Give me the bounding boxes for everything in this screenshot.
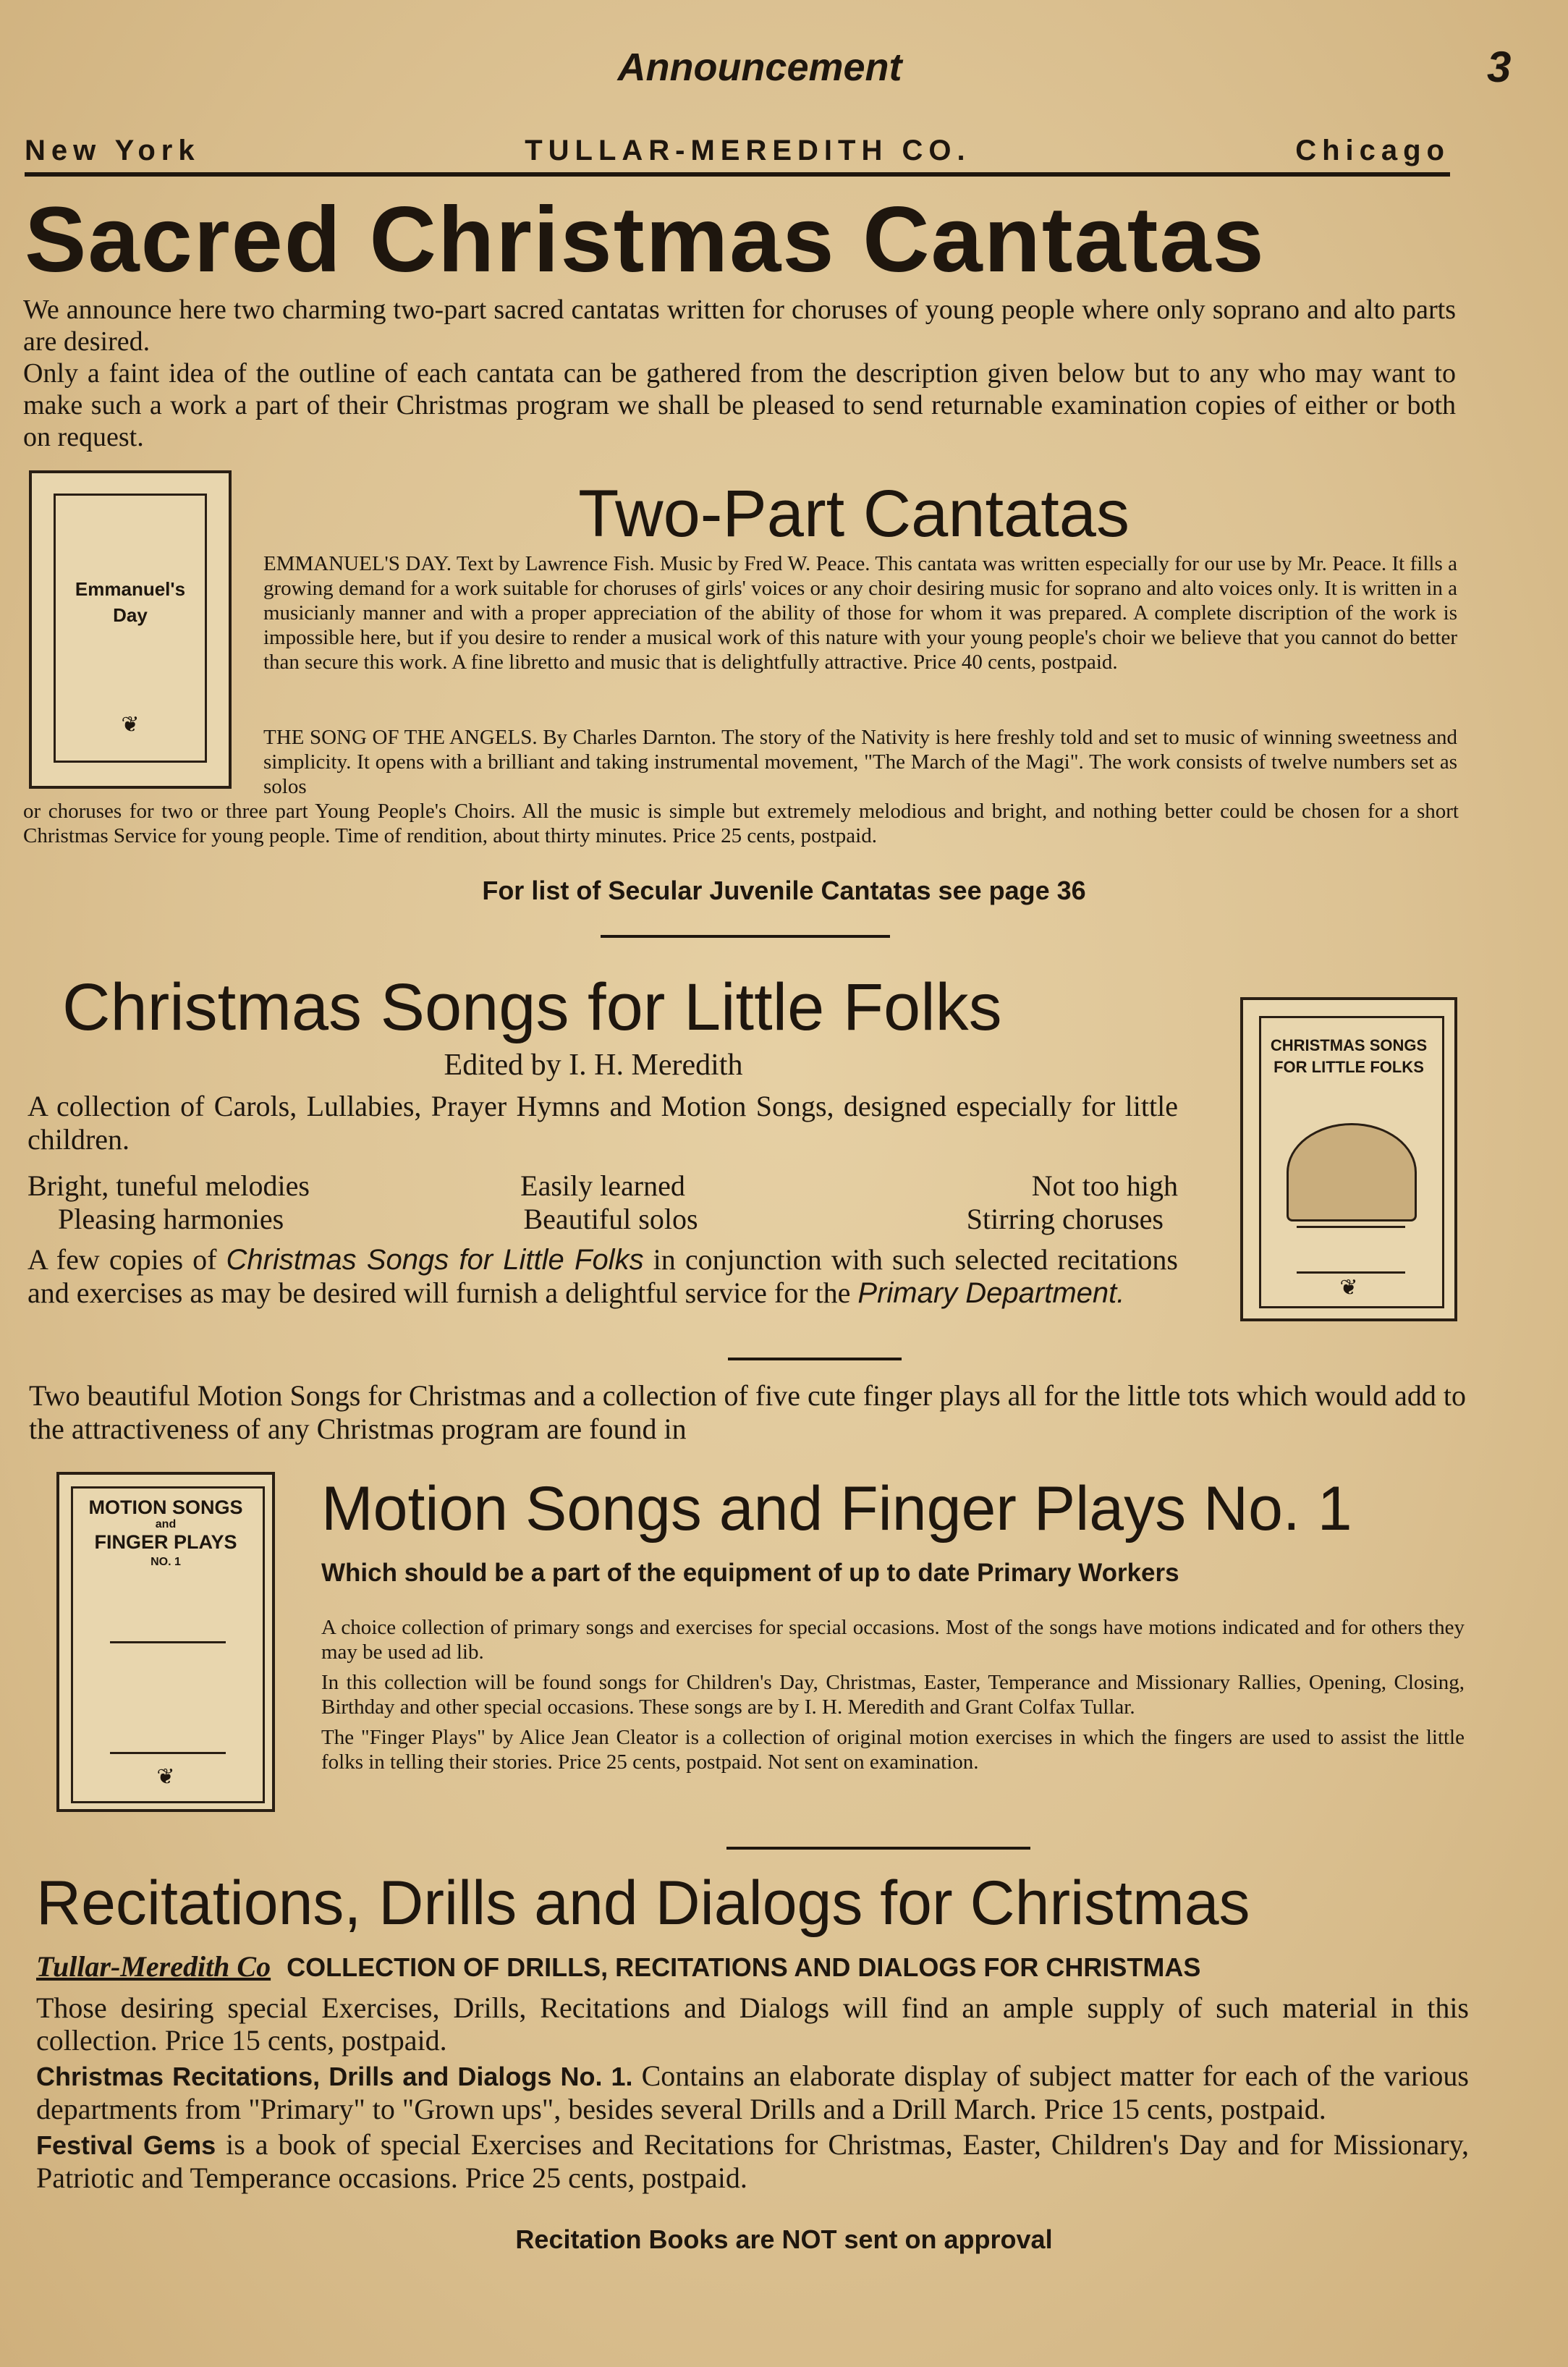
recitations-p2 — [36, 2059, 1469, 2125]
copies-department: Primary Department. — [857, 1277, 1125, 1309]
little-folks-body — [27, 1090, 1178, 1310]
book-title: Christmas Recitations, Drills and Dialogs No. 1. — [36, 2062, 633, 2091]
cover-rule-lines — [110, 1641, 226, 1754]
collection-title: COLLECTION OF DRILLS, RECITATIONS AND DIALOGS FOR CHRISTMAS — [287, 1952, 1201, 1982]
features-row — [27, 1169, 1178, 1203]
emmanuels-day-cover — [29, 470, 232, 789]
emmanuel-description — [263, 551, 1457, 674]
little-folks-cover — [1240, 997, 1457, 1321]
fleuron-ornament: ❦ — [121, 713, 140, 737]
feature-item: Easily learned — [520, 1169, 685, 1202]
section-divider — [728, 1358, 902, 1360]
motion-tagline: Which should be a part of the equipment of up to date Primary Workers — [321, 1559, 1179, 1587]
sacred-intro-p1: We announce here two charming two-part sacred cantatas written for choruses of young people where only soprano and alto parts are desired. — [23, 295, 1456, 357]
sacred-heading — [25, 190, 1450, 291]
cover-line-2: and — [155, 1518, 177, 1530]
angels-continued — [23, 799, 1459, 848]
angels-description — [263, 725, 1457, 799]
copies-book-title: Christmas Songs for Little Folks — [226, 1244, 644, 1276]
cover-line-2: FOR LITTLE FOLKS — [1274, 1058, 1424, 1076]
sacred-intro-p2: Only a faint idea of the outline of each cantata can be gathered from the description given below but to any who may want to make such a work a part of their Christmas program we shall be pleased to send returnable examination copies of either or both on request. — [23, 358, 1456, 452]
section-divider — [726, 1847, 1030, 1850]
motion-songs-cover — [56, 1472, 275, 1812]
cover-caption-lines — [1297, 1226, 1405, 1274]
angels-text-full: or choruses for two or three part Young People's Choirs. All the music is simple but extremely melodious and bright, and nothing better could be chosen for a short Christmas Service for young people. Time of rendition, about thirty minutes. Price 25 cents, postpaid. — [23, 800, 1459, 847]
motion-intro — [29, 1379, 1466, 1446]
cover-illustration — [1287, 1123, 1417, 1221]
book-title: Festival Gems — [36, 2130, 216, 2160]
feature-item: Pleasing harmonies — [58, 1203, 284, 1235]
motion-p2: In this collection will be found songs for Children's Day, Christmas, Easter, Temperance and Missionary Rallies, Opening, Closing, Birthday and other special occasions. These songs are by I. H. Meredith and Grant Colfax Tullar. — [321, 1671, 1465, 1719]
masthead-city-right: Chicago — [1295, 135, 1450, 166]
masthead-publisher: TULLAR-MEREDITH CO. — [525, 135, 971, 166]
little-folks-description: A collection of Carols, Lullabies, Prayer Hymns and Motion Songs, designed especially for little children. — [27, 1090, 1178, 1156]
angels-text: THE SONG OF THE ANGELS. By Charles Darnton. The story of the Nativity is here freshly told and set to music of winning sweetness and simplicity. It opens with a brilliant and taking instrumental movement, "The March of the Magi". The work consists of twelve numbers set as solos — [263, 726, 1457, 798]
masthead-city-left: New York — [25, 135, 200, 166]
fleuron-ornament: ❦ — [156, 1765, 175, 1789]
sacred-intro — [23, 294, 1456, 453]
little-folks-copies — [27, 1243, 1178, 1310]
motion-intro-text: Two beautiful Motion Songs for Christmas and a collection of five cute finger plays all for the little tots which would add to the attractiveness of any Christmas program are found in — [29, 1379, 1466, 1445]
cover-line-3: FINGER PLAYS — [94, 1531, 237, 1553]
cover-title: Emmanuel's Day — [75, 578, 186, 626]
feature-item: Not too high — [1031, 1169, 1178, 1202]
cover-banner — [1243, 1032, 1454, 1081]
masthead-rule — [25, 172, 1450, 177]
secular-note: For list of Secular Juvenile Cantatas see page 36 — [482, 876, 1086, 905]
cover-line-1: CHRISTMAS SONGS — [1270, 1036, 1428, 1054]
masthead — [25, 135, 1450, 167]
motion-heading: Motion Songs and Finger Plays No. 1 — [321, 1474, 1352, 1544]
page-number: 3 — [1487, 43, 1512, 91]
copies-text-mid: in conjunction with such selected recitations and exercises as may be desired will furnish a delightful service for the — [27, 1243, 1178, 1309]
two-part-subheading: Two-Part Cantatas — [578, 477, 1130, 551]
running-title: Announcement — [617, 46, 902, 89]
recitations-heading: Recitations, Drills and Dialogs for Christmas — [36, 1868, 1250, 1938]
book-description: is a book of special Exercises and Recitations for Christmas, Easter, Children's Day and for Missionary, Patriotic and Temperance occasions. Price 25 cents, postpaid. — [36, 2128, 1469, 2194]
collection-title-row — [36, 1949, 1469, 1983]
fleuron-ornament: ❦ — [1339, 1276, 1358, 1300]
cover-title-block — [59, 1496, 272, 1572]
section-divider — [601, 935, 890, 938]
recitations-p3 — [36, 2128, 1469, 2194]
cover-line-4: NO. 1 — [151, 1556, 181, 1568]
little-folks-heading: Christmas Songs for Little Folks — [62, 970, 1002, 1044]
feature-item: Bright, tuneful melodies — [27, 1169, 310, 1202]
cover-line-1: MOTION SONGS — [88, 1496, 243, 1518]
recitations-p1: Those desiring special Exercises, Drills, Recitations and Dialogs will find an ample supply of such material in this collection. Price 15 cents, postpaid. — [36, 1991, 1469, 2057]
feature-item: Stirring choruses — [966, 1203, 1164, 1235]
sacred-heading-text: Sacred Christmas Cantatas — [25, 188, 1266, 292]
feature-item: Beautiful solos — [523, 1203, 698, 1235]
motion-p3: The "Finger Plays" by Alice Jean Cleator is a collection of original motion exercises in which the fingers are used to assist the little folks in telling their stories. Price 25 cents, postpaid. Not sent on examination. — [321, 1726, 1465, 1774]
approval-note: Recitation Books are NOT sent on approval — [515, 2224, 1053, 2254]
motion-details — [321, 1615, 1465, 1774]
emmanuel-text: EMMANUEL'S DAY. Text by Lawrence Fish. Music by Fred W. Peace. This cantata was written especially for our use by Mr. Peace. It fills a growing demand for a work suitable for choruses of girls' voices or any choir desiring music for soprano and alto voices only. It is written in a musicianly manner and with a proper appreciation of the ability of those for whom it was prepared. A complete discription of the work is impossible here, but if you desire to render a musical work of this nature with your young people's choir we believe that you cannot do better than secure this work. A fine libretto and music that is delightfully attractive. Price 40 cents, postpaid. — [263, 552, 1457, 674]
publisher-logo: Tullar-Meredith Co — [36, 1950, 271, 1983]
features-row — [27, 1203, 1178, 1236]
recitations-body — [36, 1991, 1469, 2194]
book-description: Contains an elaborate display of subject matter for each of the various departments from "Primary" to "Grown ups", besides several Drills and a Drill March. Price 15 cents, postpaid. — [36, 2059, 1469, 2125]
copies-text-pre: A few copies of — [27, 1243, 226, 1276]
little-folks-editor: Edited by I. H. Meredith — [444, 1049, 743, 1082]
motion-p1: A choice collection of primary songs and exercises for special occasions. Most of the songs have motions indicated and for others they may be used ad lib. — [321, 1616, 1465, 1664]
